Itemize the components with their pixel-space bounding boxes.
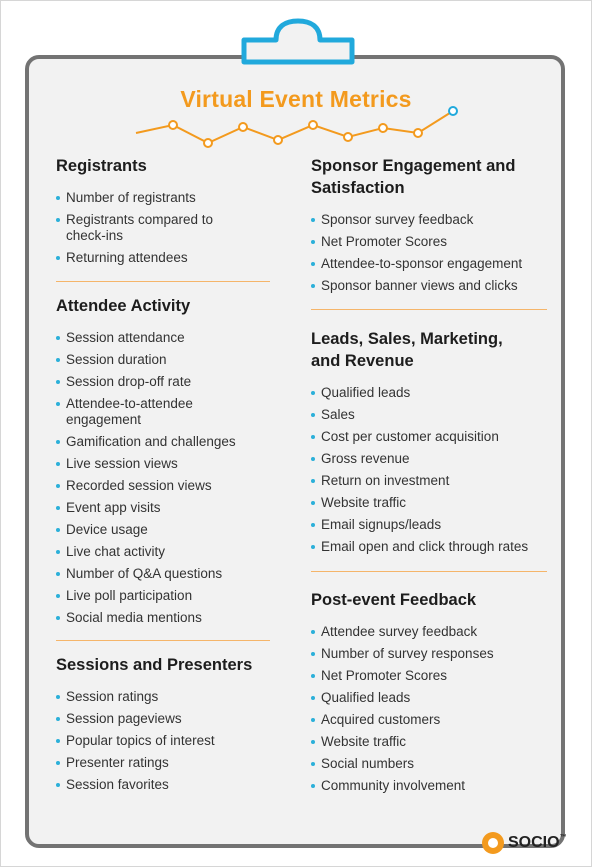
section-heading: Leads, Sales, Marketing, and Revenue [311,330,503,370]
section-registrants [56,150,270,266]
clipboard-clip-icon [240,18,356,66]
list-item: Acquired customers [311,712,547,728]
list-item: Website traffic [311,734,547,750]
list-item: Device usage [56,522,270,538]
list-item: Presenter ratings [56,755,270,771]
list-item: Email signups/leads [311,517,547,533]
list-item: Net Promoter Scores [311,668,547,684]
list-item: Session drop-off rate [56,374,270,390]
list-item: Live chat activity [56,544,270,560]
list-item: Attendee-to-sponsor engagement [311,256,547,272]
list-item: Returning attendees [56,250,270,266]
right-column [311,150,547,794]
list-item: Session favorites [56,777,270,793]
list-item: Email open and click through rates [311,539,547,555]
list-item: Session pageviews [56,711,270,727]
list-item: Session attendance [56,330,270,346]
list-item: Website traffic [311,495,547,511]
logo-trademark: ™ [559,834,567,841]
list-item: Number of survey responses [311,646,547,662]
list-item: Social media mentions [56,610,270,626]
logo-text [508,834,567,852]
list-item: Session ratings [56,689,270,705]
list-item: Gamification and challenges [56,434,270,450]
list-item: Popular topics of interest [56,733,270,749]
section-heading: Post-event Feedback [311,591,477,609]
list-item: Sponsor survey feedback [311,212,547,228]
section-heading: Sponsor Engagement and Satisfaction [311,157,516,197]
list-item: Community involvement [311,778,547,794]
list-item: Return on investment [311,473,547,489]
list-item: Qualified leads [311,690,547,706]
section-heading: Sessions and Presenters [56,656,253,674]
list-item: Live session views [56,456,270,472]
list-item: Registrants compared to check-ins [56,212,216,244]
section-heading: Registrants [56,157,147,175]
list-item: Net Promoter Scores [311,234,547,250]
list-item: Attendee-to-attendee engagement [56,396,216,428]
socio-logo-icon [482,832,504,854]
list-item: Number of Q&A questions [56,566,270,582]
page-title: Virtual Event Metrics [180,86,412,112]
list-item: Qualified leads [311,385,547,401]
list-item: Social numbers [311,756,547,772]
section-sponsor-engagement [311,150,547,294]
list-item: Cost per customer acquisition [311,429,547,445]
logo-wordmark: SOCIO [508,834,560,851]
list-item: Live poll participation [56,588,270,604]
list-item: Number of registrants [56,190,270,206]
list-item: Event app visits [56,500,270,516]
section-post-event-feedback [311,572,547,794]
left-column [56,150,270,793]
list-item: Attendee survey feedback [311,624,547,640]
list-item: Sponsor banner views and clicks [311,278,547,294]
list-item: Recorded session views [56,478,270,494]
list-item: Gross revenue [311,451,547,467]
list-item: Sales [311,407,547,423]
section-attendee-activity [56,282,270,626]
section-heading: Attendee Activity [56,297,191,315]
section-leads-sales [311,310,547,555]
list-item: Session duration [56,352,270,368]
section-sessions-presenters [56,641,270,793]
